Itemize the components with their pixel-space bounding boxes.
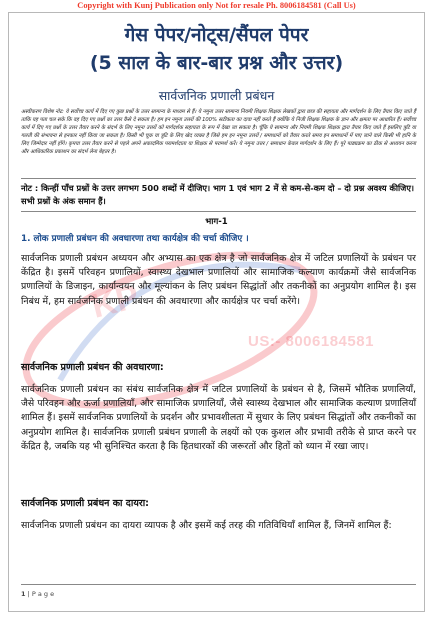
footer-divider [21,584,416,585]
concept-paragraph: सार्वजनिक प्रणाली प्रबंधन का संबंध सार्वजनिक क्षेत्र में जटिल प्रणालियों के प्रबंधन से है, जिसमें भौतिक प्रणालियाँ, जैसे परिवहन और ऊर्जा प्रणालियाँ, और सामाजिक प्रणालियाँ, जैसे स्वास्थ्य देखभाल और सामाजिक कल्याण प्रणालियाँ शामिल हैं। इसमें सार्वजनिक प्रणालियों के प्रदर्शन और प्रभावशीलता में सुधार के लिए प्रबंधन सिद्धांतों और तकनीकों का अनुप्रयोग शामिल है। सार्वजनिक प्रणाली प्रबंधन प्रणाली के लक्ष्यों को एक कुशल और प्रभावी तरीके से प्राप्त करने पर केंद्रित है, जबकि यह भी सुनिश्चित करता है कि हितधारकों की जरूरतों और हितों को ध्यान में रखा जाए। [21,384,416,452]
subject-title: सार्वजनिक प्रणाली प्रबंधन [158,88,275,103]
page-word: P a g e [31,590,55,598]
page-separator: | [27,590,32,598]
exam-note: नोट : किन्हीं पाँच प्रश्नों के उत्तर लगभग 500 शब्दों में दीजिए। भाग 1 एवं भाग 2 में से कम-से-कम दो – दो प्रश्न अवश्य कीजिए। सभी प्रश्नों के अंक समान हैं। [21,183,415,206]
question-heading: 1. लोक प्रणाली प्रबंधन की अवधारणा तथा कार्यक्षेत्र की चर्चा कीजिए । [21,234,249,244]
scope-paragraph: सार्वजनिक प्रणाली प्रबंधन का दायरा व्यापक है और इसमें कई तरह की गतिविधियाँ शामिल हैं, जिनमें शामिल हैं: [21,520,392,531]
page-footer [21,590,54,598]
part-label: भाग-1 [205,217,228,227]
page-number: 1 [21,590,26,598]
page-title-subline: (5 साल के बार-बार प्रश्न और उत्तर) [89,52,344,74]
svg-text:KP: KP [87,277,143,326]
section-heading-scope: सार्वजनिक प्रणाली प्रबंधन का दायरा: [21,498,149,509]
watermark-phone: US:- 8006184581 [248,333,374,350]
copyright-banner: Copyright with Kunj Publication only Not for resale Ph. 8006184581 (Call Us) [77,1,356,10]
intro-paragraph: सार्वजनिक प्रणाली प्रबंधन अध्ययन और अभ्यास का एक क्षेत्र है जो सार्वजनिक क्षेत्र में जटिल प्रणालियों के प्रबंधन पर केंद्रित है। इसमें परिवहन प्रणालियों, स्वास्थ्य देखभाल प्रणालियों और सामाजिक कल्याण कार्यक्रमों जैसे सार्वजनिक प्रणालियों के डिजाइन, कार्यान्वयन और मूल्यांकन के लिए प्रबंधन सिद्धांतों और तकनीकों का अनुप्रयोग शामिल है। इस निबंध में, हम सार्वजनिक प्रणाली प्रबंधन की अवधारणा और कार्यक्षेत्र पर चर्चा करेंगे। [21,253,416,307]
section-heading-concept: सार्वजनिक प्रणाली प्रबंधन की अवधारणा: [21,362,164,373]
page-title: गेस पेपर/नोट्स/सैंपल पेपर [124,24,309,46]
disclaimer-text: अस्वीकरण विशेष नोट: ये सर्वोच्च कार्य में दिए गए कुछ प्रश्नों के उत्तर सामान्य के माध्यम से हैं। ये नमूना उत्तर सामान्य नियमी शिक्षक शिक्षक लेखकों द्वारा छात्र की सहायता और मार्गदर्शन के लिए तैयार किए जाते हैं ताकि यह पता चल सके कि वह दिए गए प्रश्नों का उत्तर कैसे दे सकता है। हम इन नमूना उत्तरों की 100% सटीकता का दावा नहीं करते हैं क्योंकि ये निजी शिक्षक शिक्षक के ज्ञान और क्षमता पर आधारित हैं। सर्वोच्च कार्य में दिए गए प्रश्नों के उत्तर तैयार करने के संदर्भ के लिए नमूना उत्तरों को मार्गदर्शक सहायता के रूप में देखा जा सकता है। चूँकि ये सामान्य और नियमी शिक्षक शिक्षक द्वारा तैयार किए जाते हैं इसलिए त्रुटि या गलती की संभावना से इनकार नहीं किया जा सकता है। किसी भी चूक या त्रुटि के लिए खेद व्यक्त है जिसे हम इन नमूना उत्तरों / समाधानों को तैयार करते समय इन समाधानों में पाए जाने वाले किसी भी हानि के लिए जिम्मेदार नहीं होंगे। कृपया उत्तर तैयार करने से पहले अपने अकादमिक परामर्शदाता या शिक्षक से परामर्श करें। ये नमूना उत्तर / समाधान केवल मार्गदर्शन के लिए हैं। पूरे पाठ्यक्रम का ठीक से अध्ययन करना और आधिकारिक प्रकाशन का संदर्भ लेना बेहतर है। [21,109,416,155]
